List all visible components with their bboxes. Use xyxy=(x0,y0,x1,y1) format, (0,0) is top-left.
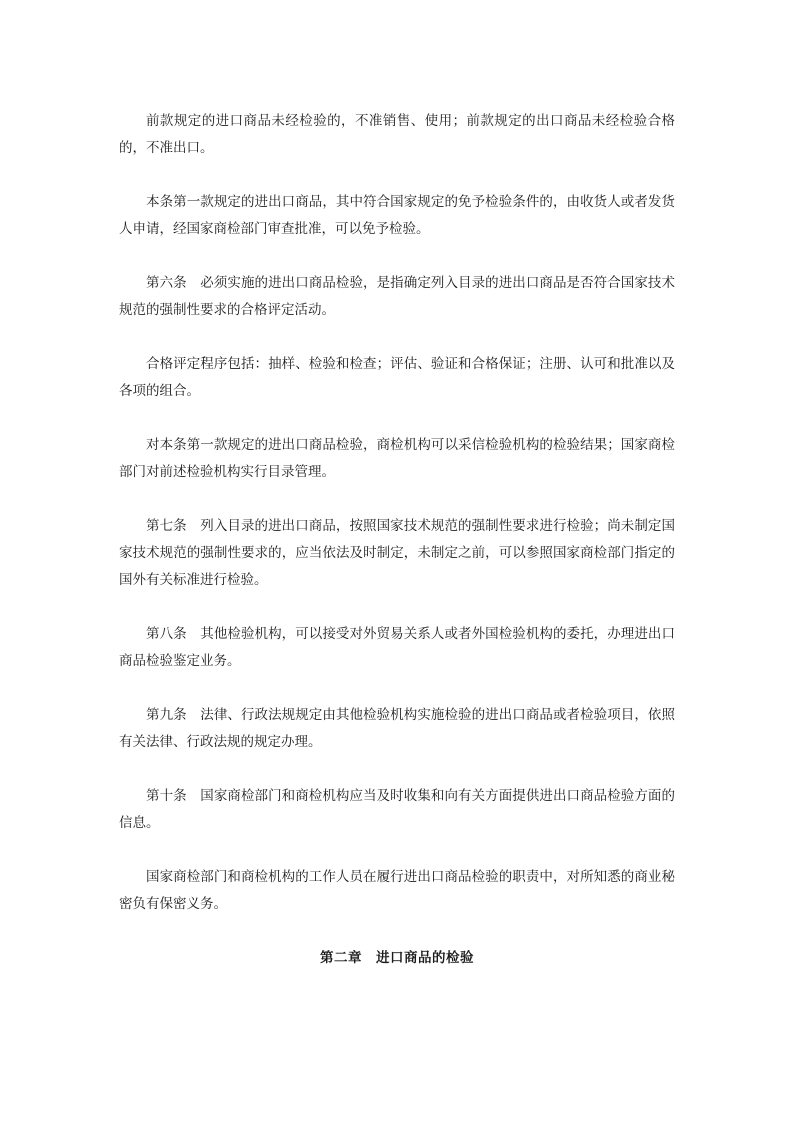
paragraph: 对本条第一款规定的进出口商品检验，商检机构可以采信检验机构的检验结果；国家商检部门对前述检验机构实行目录管理。 xyxy=(119,437,675,480)
chapter-title: 第二章 进口商品的检验 xyxy=(320,950,474,966)
paragraph-article-7: 第七条 列入目录的进出口商品，按照国家技术规范的强制性要求进行检验；尚未制定国家技术规范的强制性要求的，应当依法及时制定，未制定之前，可以参照国家商检部门指定的国外有关标准进行检验。 xyxy=(119,518,675,588)
paragraph: 合格评定程序包括：抽样、检验和检查；评估、验证和合格保证；注册、认可和批准以及各项的组合。 xyxy=(119,356,675,399)
paragraph-article-8: 第八条 其他检验机构，可以接受对外贸易关系人或者外国检验机构的委托，办理进出口商品检验鉴定业务。 xyxy=(119,626,675,669)
paragraph-article-9: 第九条 法律、行政法规规定由其他检验机构实施检验的进出口商品或者检验项目，依照有关法律、行政法规的规定办理。 xyxy=(119,707,675,750)
paragraph: 本条第一款规定的进出口商品，其中符合国家规定的免予检验条件的，由收货人或者发货人申请，经国家商检部门审查批准，可以免予检验。 xyxy=(119,194,675,237)
paragraph: 国家商检部门和商检机构的工作人员在履行进出口商品检验的职责中，对所知悉的商业秘密负有保密义务。 xyxy=(119,869,675,912)
paragraph-article-6: 第六条 必须实施的进出口商品检验，是指确定列入目录的进出口商品是否符合国家技术规范的强制性要求的合格评定活动。 xyxy=(119,275,675,318)
paragraph-article-10: 第十条 国家商检部门和商检机构应当及时收集和向有关方面提供进出口商品检验方面的信息。 xyxy=(119,788,675,831)
document-body xyxy=(119,108,675,972)
paragraph: 前款规定的进口商品未经检验的，不准销售、使用；前款规定的出口商品未经检验合格的，不准出口。 xyxy=(119,113,675,156)
